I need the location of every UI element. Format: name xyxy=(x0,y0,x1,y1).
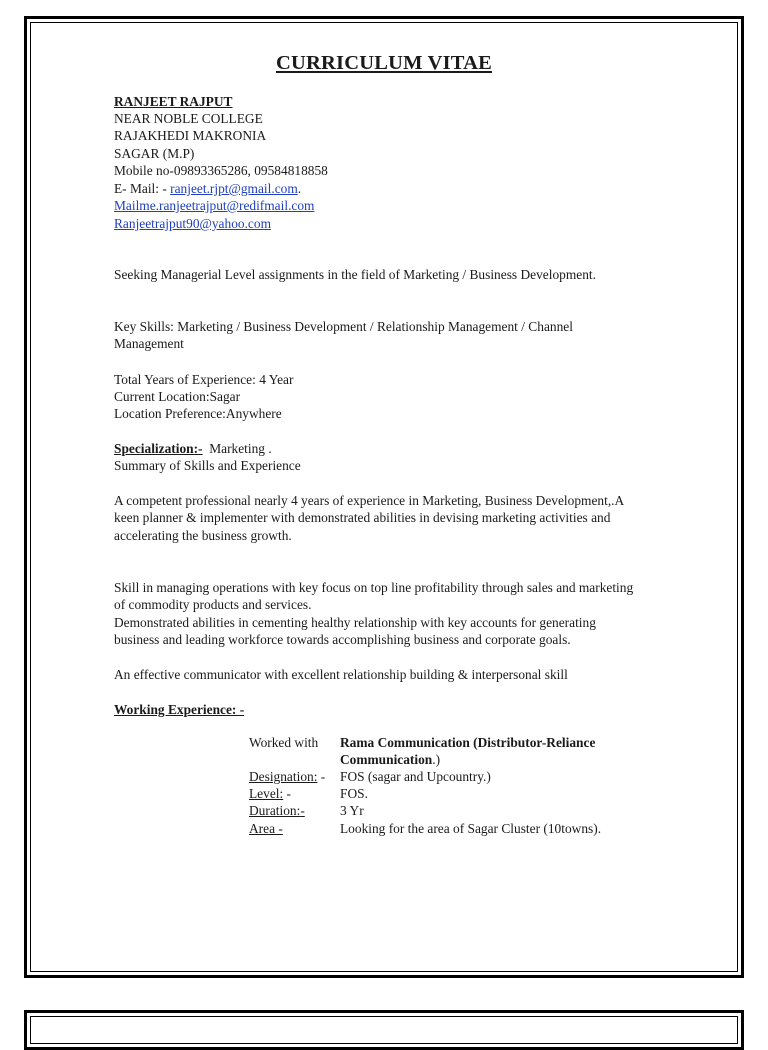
duration-label: Duration: xyxy=(249,803,301,818)
duration-dash: - xyxy=(300,803,305,818)
company-name-line-1: Rama Communication (Distributor-Reliance xyxy=(340,735,596,750)
working-experience-heading: Working Experience: - xyxy=(114,702,245,717)
level-label: Level: xyxy=(249,786,284,801)
level-value: FOS. xyxy=(340,786,368,801)
key-skills-paragraph: Key Skills: Marketing / Business Development / Relationship Management / Channel Management xyxy=(114,319,573,352)
summary-paragraph-3: Demonstrated abilities in cementing healthy relationship with key accounts for generating business and leading workforce towards accomplishing business and corporate goals. xyxy=(114,615,596,648)
location-preference: Location Preference:Anywhere xyxy=(114,406,282,421)
company-name-line-2 xyxy=(340,751,440,768)
summary-paragraph-1: A competent professional nearly 4 years of experience in Marketing, Business Development,.A keen planner & implementer with demonstrated abilities in devising marketing activities and accelerating the business growth. xyxy=(114,493,624,543)
address-line-2: RAJAKHEDI MAKRONIA xyxy=(114,128,267,143)
next-page-border xyxy=(24,1010,744,1050)
level-row xyxy=(249,785,291,802)
designation-dash: - xyxy=(317,769,329,784)
designation-label: Designation: xyxy=(249,769,318,784)
area-row xyxy=(249,820,283,837)
worked-with-label: Worked with xyxy=(249,735,319,750)
mobile-number: Mobile no-09893365286, 09584818858 xyxy=(114,163,328,178)
designation-row xyxy=(249,768,329,785)
specialization-line xyxy=(114,440,272,457)
email-label: E- Mail: - xyxy=(114,181,171,196)
email-suffix: . xyxy=(297,181,302,196)
document-title: CURRICULUM VITAE xyxy=(276,52,492,74)
designation-value: FOS (sagar and Upcountry.) xyxy=(340,769,491,784)
address-line-3: SAGAR (M.P) xyxy=(114,146,195,161)
area-value: Looking for the area of Sagar Cluster (10towns). xyxy=(340,821,602,836)
summary-heading: Summary of Skills and Experience xyxy=(114,458,301,473)
company-name-suffix: .) xyxy=(432,752,441,767)
email-line-2 xyxy=(114,197,314,214)
email-line-3 xyxy=(114,215,271,232)
level-dash: - xyxy=(283,786,292,801)
objective-paragraph: Seeking Managerial Level assignments in the field of Marketing / Business Development. xyxy=(114,267,596,282)
current-location: Current Location:Sagar xyxy=(114,389,241,404)
summary-paragraph-2: Skill in managing operations with key focus on top line profitability through sales and marketing of commodity products and services. xyxy=(114,580,634,613)
specialization-value: Marketing . xyxy=(202,441,272,456)
duration-row xyxy=(249,802,305,819)
total-experience: Total Years of Experience: 4 Year xyxy=(114,372,294,387)
email-line xyxy=(114,180,301,197)
company-name-bold-2: Communication xyxy=(340,752,433,767)
duration-value: 3 Yr xyxy=(340,803,364,818)
specialization-label: Specialization:- xyxy=(114,441,203,456)
area-label: Area xyxy=(249,821,276,836)
summary-paragraph-4: An effective communicator with excellent relationship building & interpersonal skill xyxy=(114,667,568,682)
email-link-gmail[interactable]: ranjeet.rjpt@gmail.com xyxy=(170,181,298,196)
address-line-1: NEAR NOBLE COLLEGE xyxy=(114,111,263,126)
email-link-yahoo[interactable]: Ranjeetrajput90@yahoo.com xyxy=(114,216,271,231)
candidate-name: RANJEET RAJPUT xyxy=(114,94,233,109)
email-link-rediff[interactable]: Mailme.ranjeetrajput@redifmail.com xyxy=(114,198,315,213)
area-dash: - xyxy=(275,821,283,836)
